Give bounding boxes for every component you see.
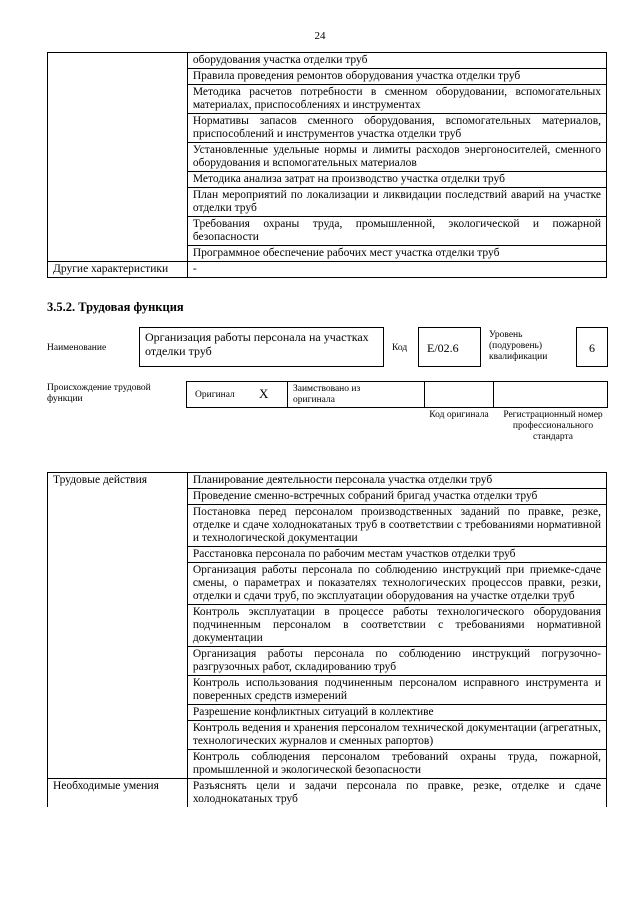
other-characteristics-value: -: [187, 262, 606, 278]
code-label: Код: [392, 343, 408, 353]
table-row: [48, 53, 607, 69]
table-cell: Программное обеспечение рабочих мест участка отделки труб: [187, 246, 606, 262]
action-cell: Организация работы персонала по соблюдению инструкций при приемке-сдаче смены, о параметрах и показателях технологических процессов правки, резки, отделки и сдачи труб, по эксплуатации оборудования на участке отделки труб: [187, 563, 606, 605]
original-box: [186, 381, 288, 408]
reg-caption: Регистрационный номер профессионального стандарта: [503, 410, 603, 442]
code-caption: Код оригинала: [429, 410, 489, 420]
table-cell: Требования охраны труда, промышленной, экологической и пожарной безопасности: [187, 217, 606, 246]
table-cell: План мероприятий по локализации и ликвидации последствий аварий на участке отделки труб: [187, 188, 606, 217]
original-code-box: [424, 381, 494, 408]
table-row: [48, 779, 607, 808]
skill-cell: Разъяснять цели и задачи персонала по правке, резке, отделке и сдаче холоднокатаных труб: [187, 779, 606, 808]
level-value: 6: [589, 341, 595, 355]
actions-table: [47, 472, 607, 807]
table-cell: Правила проведения ремонтов оборудования участка отделки труб: [187, 69, 606, 85]
other-characteristics-label: Другие характеристики: [48, 262, 188, 278]
action-cell: Контроль ведения и хранения персоналом технической документации (агрегатных, технологических журналов и сменных рапортов): [187, 721, 606, 750]
actions-label: Трудовые действия: [48, 473, 188, 779]
reg-number-box: [493, 381, 608, 408]
level-box: [576, 327, 608, 367]
action-cell: Постановка перед персоналом производственных заданий по правке, резке, отделке и сдаче холоднокатаных труб в соответствии с требованиями нормативной и технологической документации: [187, 505, 606, 547]
table-row: [48, 262, 607, 278]
original-mark: X: [259, 386, 269, 401]
page-number: 24: [314, 30, 326, 42]
action-cell: Разрешение конфликтных ситуаций в коллективе: [187, 705, 606, 721]
section-heading: 3.5.2. Трудовая функция: [47, 300, 184, 314]
function-code-value: E/02.6: [427, 341, 459, 355]
action-cell: Расстановка персонала по рабочим местам участков отделки труб: [187, 547, 606, 563]
action-cell: Контроль соблюдения персоналом требований охраны труда, пожарной, промышленной и экологической безопасности: [187, 750, 606, 779]
table-cell: Методика анализа затрат на производство участка отделки труб: [187, 172, 606, 188]
function-code-box: [418, 327, 481, 367]
borrowed-label: Заимствовано из оригинала: [293, 384, 361, 405]
original-label: Оригинал: [195, 390, 235, 400]
table-cell: Нормативы запасов сменного оборудования, вспомогательных материалов, приспособлений и инструментов участка отделки труб: [187, 114, 606, 143]
table-cell: Установленные удельные нормы и лимиты расходов энергоносителей, сменного оборудования и вспомогательных материалов: [187, 143, 606, 172]
name-label: Наименование: [47, 343, 107, 353]
function-name-value: Организация работы персонала на участках отделки труб: [145, 330, 369, 358]
table-cell: Методика расчетов потребности в сменном оборудовании, вспомогательных материалах, приспособлениях и инструментах: [187, 85, 606, 114]
borrowed-box: [287, 381, 425, 408]
action-cell: Организация работы персонала по соблюдению инструкций погрузочно-разгрузочных работ, складированию труб: [187, 647, 606, 676]
origin-label: Происхождение трудовой функции: [47, 383, 151, 404]
level-label: Уровень (подуровень) квалификации: [489, 330, 548, 362]
action-cell: Контроль использования подчиненным персоналом исправного инструмента и поверенных средств измерений: [187, 676, 606, 705]
skills-label: Необходимые умения: [48, 779, 188, 808]
empty-label-cell: [48, 53, 188, 262]
action-cell: Планирование деятельности персонала участка отделки труб: [187, 473, 606, 489]
function-name-box: [139, 327, 384, 367]
action-cell: Контроль эксплуатации в процессе работы технологического оборудования подчиненным персоналом в соответствии с требованиями нормативной документации: [187, 605, 606, 647]
knowledge-table: [47, 52, 607, 278]
table-cell: оборудования участка отделки труб: [187, 53, 606, 69]
action-cell: Проведение сменно-встречных собраний бригад участка отделки труб: [187, 489, 606, 505]
table-row: [48, 473, 607, 489]
